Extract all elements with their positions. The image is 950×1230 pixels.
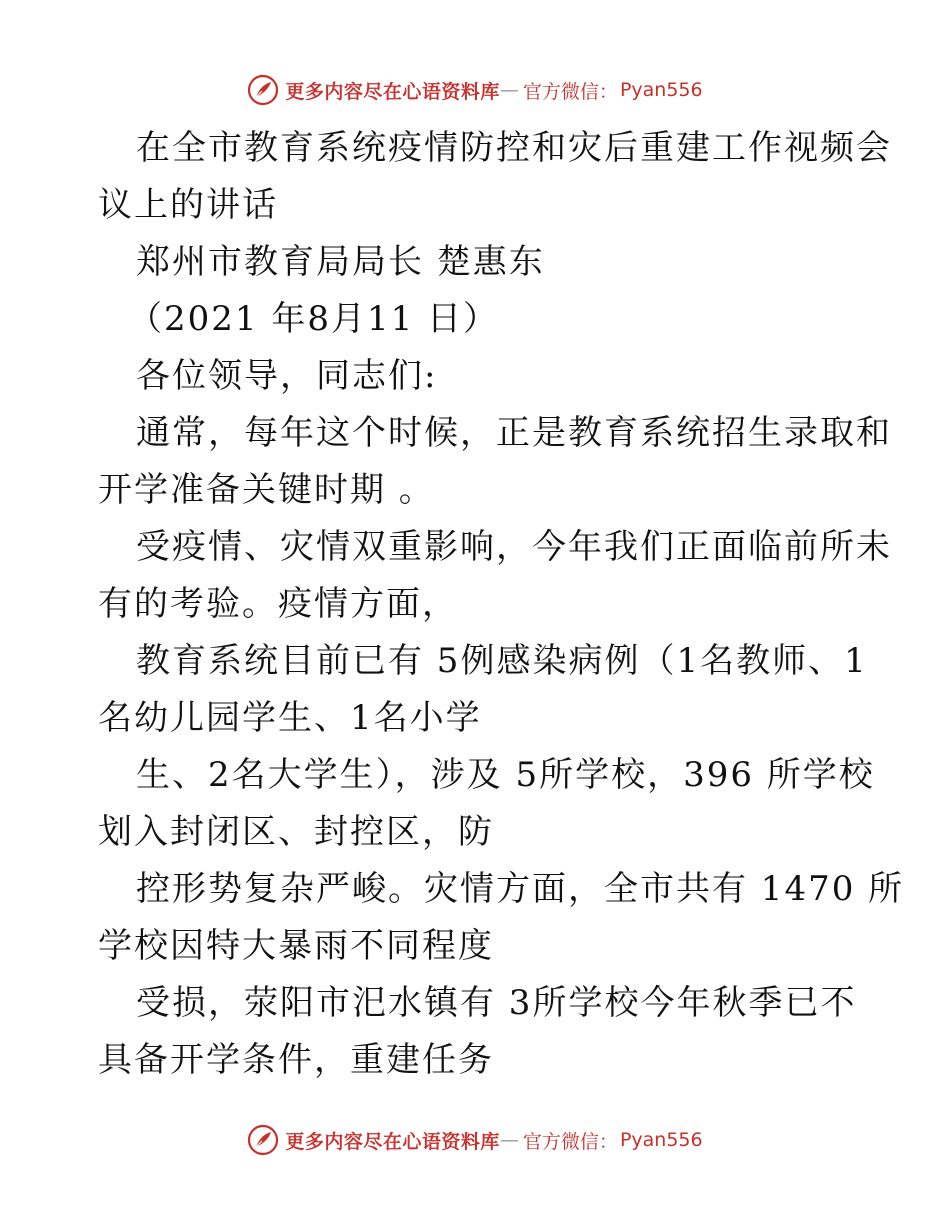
header-banner [0,70,950,110]
banner-wechat-id: Pyan556 [619,79,703,101]
feather-pen-logo-icon [247,74,279,106]
banner-brand-text: 更多内容尽在心语资料库 [285,1130,500,1153]
document-title-line-1: 在全市教育系统疫情防控和灾后重建工作视频会 [136,128,892,168]
body-line: 教育系统目前已有 5例感染病例（1名教师、1 [136,641,868,681]
document-title-line-2: 议上的讲话 [98,185,278,225]
body-line: 划入封闭区、封控区，防 [98,812,494,852]
body-line: 控形势复杂严峻。灾情方面，全市共有 1470 所 [136,869,905,909]
body-line: 名幼儿园学生、1名小学 [98,698,482,738]
body-line: 开学准备关键时期 。 [98,470,435,510]
banner-brand-text: 更多内容尽在心语资料库 [285,80,500,103]
document-author: 郑州市教育局局长 楚惠东 [136,242,545,282]
banner-wechat-label: 官方微信： [522,1130,618,1153]
body-line: 受损，荥阳市汜水镇有 3所学校今年秋季已不 [136,983,857,1023]
banner-separator: — [499,79,519,101]
document-date: （2021 年8月11 日） [128,299,500,339]
banner-wechat-label: 官方微信： [522,80,618,103]
banner-separator: — [499,1129,519,1151]
document-body [98,120,905,1089]
body-line: 具备开学条件，重建任务 [98,1040,494,1080]
body-line: 通常，每年这个时候，正是教育系统招生录取和 [136,413,892,453]
banner-wechat-id: Pyan556 [619,1129,703,1151]
body-line: 受疫情、灾情双重影响，今年我们正面临前所未 [136,527,892,567]
body-line: 学校因特大暴雨不同程度 [98,926,494,966]
footer-banner [0,1120,950,1160]
document-greeting: 各位领导，同志们: [136,356,438,396]
body-line: 有的考验。疫情方面， [98,584,458,624]
feather-pen-logo-icon [247,1124,279,1156]
body-line: 生、2名大学生），涉及 5所学校，396 所学校 [136,755,875,795]
